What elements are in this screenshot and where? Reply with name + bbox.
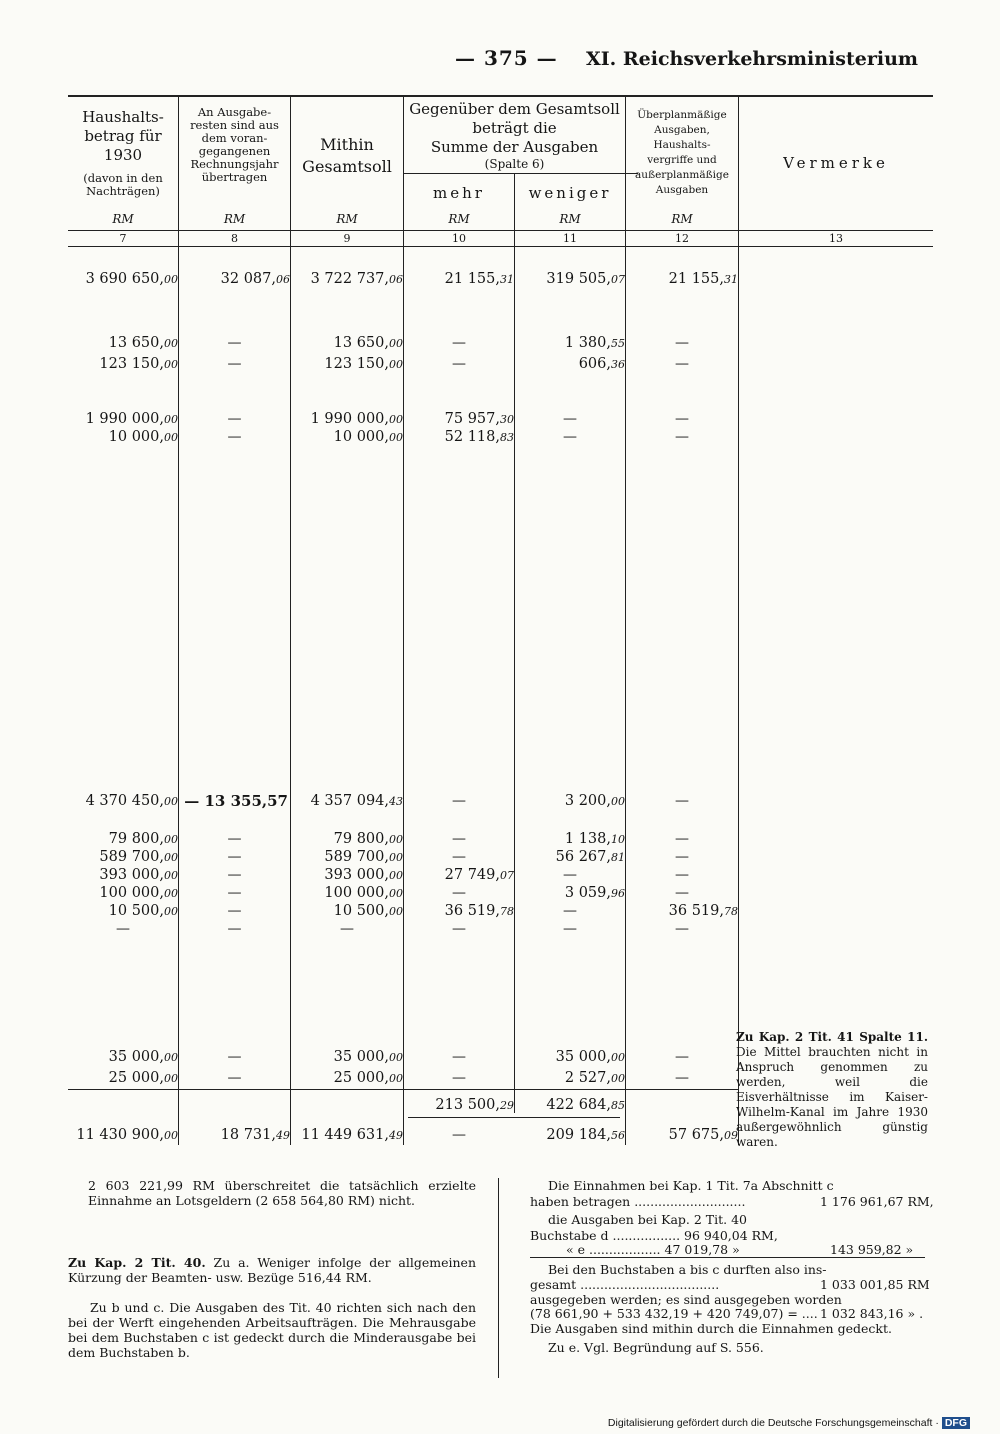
col7-header: Haushalts- betrag für 1930 <box>82 108 164 164</box>
cell-dash: — <box>675 356 689 372</box>
cell-dash: — <box>227 1049 242 1065</box>
cell-c7: 393 000,00 <box>99 867 178 883</box>
cell-dash: — <box>563 921 577 937</box>
colno-rule <box>68 246 933 247</box>
dfg-logo: DFG <box>942 1417 970 1429</box>
cell-dash: — <box>563 867 577 883</box>
col12-header: Überplanmäßige Ausgaben, Haushalts- vergriffe und außerplanmäßige Ausgaben <box>635 109 729 196</box>
cell-dash: — <box>452 356 466 372</box>
cell-dash: — <box>452 1049 466 1065</box>
cell-dash: — <box>452 335 466 351</box>
page-number: — 375 — <box>455 46 558 70</box>
cell-dash: — <box>227 356 242 372</box>
vermerk-note <box>736 1030 928 1150</box>
cell-c11: 209 184,56 <box>546 1127 625 1143</box>
unit-label: RM <box>112 212 134 226</box>
cell-c9: 3 722 737,06 <box>310 271 403 287</box>
cell-dash: — <box>227 867 242 883</box>
cell-dash: — <box>452 885 466 901</box>
cell-c12: 36 519,78 <box>668 903 738 919</box>
cell-c7: 10 500,00 <box>108 903 178 919</box>
col-divider <box>403 95 404 1145</box>
cell-dash: — <box>675 831 689 847</box>
table-top-rule <box>68 95 933 97</box>
cell-c10: 36 519,78 <box>444 903 514 919</box>
col-number: 12 <box>675 232 689 245</box>
cell-dash: — <box>675 885 689 901</box>
unit-label: RM <box>223 212 246 226</box>
cell-c7: 35 000,00 <box>108 1049 178 1065</box>
cell-c11: 35 000,00 <box>555 1049 625 1065</box>
cell-c9: 11 449 631,49 <box>301 1127 403 1143</box>
cell-c10: 21 155,31 <box>444 271 514 287</box>
note-lotsgelder: 2 603 221,99 RM überschreitet die tatsächlich erzielte Einnahme an Lotsgeldern (2 658 564,80 RM) nicht. <box>88 1178 476 1208</box>
unit-label: RM <box>448 212 470 226</box>
cell-c7: 11 430 900,00 <box>76 1127 178 1143</box>
col13-header: Vermerke <box>783 154 889 172</box>
cell-dash: — <box>227 831 242 847</box>
note-b-c: Zu b und c. Die Ausgaben des Tit. 40 richten sich nach den bei der Werft eingehenden Arbeitsaufträgen. Die Mehrausgabe bei dem Buchstaben c ist gedeckt durch die Minderausgabe bei dem Buchstaben b. <box>68 1300 476 1360</box>
col-divider <box>738 95 739 1145</box>
cell-dash: — <box>227 921 242 937</box>
cell-c11: 1 138,10 <box>564 831 625 847</box>
cell-c7: 13 650,00 <box>108 335 178 351</box>
cell-c11: 56 267,81 <box>555 849 625 865</box>
col-number: 9 <box>343 232 351 245</box>
cell-dash: — <box>227 1070 242 1086</box>
cell-c9: 589 700,00 <box>324 849 403 865</box>
cell-dash: — <box>227 849 242 865</box>
cell-dash: — <box>116 921 130 937</box>
cell-c9: 10 500,00 <box>333 903 403 919</box>
cell-c10: 27 749,07 <box>444 867 514 883</box>
col8-header: An Ausgabe- resten sind aus dem voran- gegangenen Rechnungsjahr übertragen <box>190 105 279 184</box>
cell-c7: 123 150,00 <box>99 356 178 372</box>
cell-dash: — <box>452 1127 466 1143</box>
cell-c9: 10 000,00 <box>333 429 403 445</box>
cell-c9: 79 800,00 <box>333 831 403 847</box>
cell-dash: — <box>227 411 242 427</box>
col-divider <box>178 95 179 1145</box>
cell-c7: 10 000,00 <box>108 429 178 445</box>
unit-label: RM <box>671 212 693 226</box>
cell-dash: — <box>675 411 689 427</box>
group-header: Gegenüber dem Gesamtsoll beträgt die Summe der Ausgaben (Spalte 6) <box>409 100 620 171</box>
note-tit40: Zu Kap. 2 Tit. 40. Zu a. Weniger infolge der allgemeinen Kürzung der Beamten- usw. Bezüge 516,44 RM. <box>68 1255 476 1285</box>
cell-dash: — <box>675 1070 689 1086</box>
cell-dash: — <box>675 1049 689 1065</box>
unit-label: RM <box>336 212 358 226</box>
cell-c8: 32 087,06 <box>220 271 290 287</box>
col-number: 8 <box>231 232 238 245</box>
cell-dash: — <box>675 429 689 445</box>
cell-dash: — <box>675 335 689 351</box>
running-title: XI. Reichsverkehrsministerium <box>585 48 918 70</box>
cell-c7: 25 000,00 <box>108 1070 178 1086</box>
cell-c9: 100 000,00 <box>324 885 403 901</box>
cell-c8: — 13 355,57 <box>184 792 288 810</box>
cell-c9: 123 150,00 <box>324 356 403 372</box>
unit-label: RM <box>559 212 581 226</box>
cell-dash: — <box>675 921 689 937</box>
cell-dash: — <box>675 867 689 883</box>
cell-c11: 3 200,00 <box>564 793 625 809</box>
cell-dash: — <box>452 921 466 937</box>
group-rule <box>403 173 638 174</box>
cell-dash: — <box>563 903 577 919</box>
cell-c11: 1 380,55 <box>564 335 625 351</box>
cell-dash: — <box>452 793 466 809</box>
cell-dash: — <box>227 429 242 445</box>
cell-c7: 79 800,00 <box>108 831 178 847</box>
cell-c9: 35 000,00 <box>333 1049 403 1065</box>
col7-subheader: (davon in den Nachträgen) <box>83 171 163 198</box>
cell-c11: 422 684,85 <box>546 1097 625 1113</box>
vermerk-text: Die Mittel brauchten nicht in Anspruch genommen zu werden, weil die Eisverhältnisse im Kaiser-Wilhelm-Kanal im Jahre 1930 außergewöhnlich günstig waren. <box>736 1045 928 1149</box>
cell-c7: 589 700,00 <box>99 849 178 865</box>
header-rule <box>68 230 933 231</box>
cell-dash: — <box>675 849 689 865</box>
col10-header: mehr <box>433 184 485 202</box>
cell-dash: — <box>227 885 242 901</box>
cell-dash: — <box>227 903 242 919</box>
cell-dash: — <box>452 831 466 847</box>
cell-c9: 13 650,00 <box>333 335 403 351</box>
cell-dash: — <box>452 1070 466 1086</box>
col9-header: Mithin Gesamtsoll <box>302 135 392 176</box>
digitization-credit: Digitalisierung gefördert durch die Deutsche Forschungsgemeinschaft · DFG <box>608 1417 970 1429</box>
cell-c11: 319 505,07 <box>546 271 625 287</box>
col-number: 13 <box>829 232 843 245</box>
vermerk-lead: Zu Kap. 2 Tit. 41 Spalte 11. <box>736 1030 928 1044</box>
col11-header: weniger <box>528 184 612 202</box>
cell-c10: 52 118,83 <box>444 429 514 445</box>
col-number: 10 <box>452 232 466 245</box>
col-divider <box>625 95 626 1145</box>
cell-c12: 57 675,09 <box>668 1127 738 1143</box>
cell-c7: 100 000,00 <box>99 885 178 901</box>
cell-c9: 393 000,00 <box>324 867 403 883</box>
cell-c11: 606,36 <box>578 356 625 372</box>
cell-dash: — <box>227 335 242 351</box>
cell-c11: 2 527,00 <box>564 1070 625 1086</box>
cell-c9: 25 000,00 <box>333 1070 403 1086</box>
subtotal-brace <box>408 1117 620 1118</box>
cell-c7: 3 690 650,00 <box>85 271 178 287</box>
cell-dash: — <box>340 921 354 937</box>
col-number: 11 <box>563 232 577 245</box>
cell-c9: 4 357 094,43 <box>310 793 403 809</box>
notes-divider <box>498 1178 499 1378</box>
cell-c11: 3 059,96 <box>564 885 625 901</box>
cell-c12: 21 155,31 <box>668 271 738 287</box>
cell-c10: 213 500,29 <box>435 1097 514 1113</box>
cell-c7: 4 370 450,00 <box>85 793 178 809</box>
col-divider <box>290 95 291 1145</box>
col-number: 7 <box>119 232 127 245</box>
col-divider <box>514 173 515 1113</box>
cell-c10: 75 957,30 <box>444 411 514 427</box>
cell-dash: — <box>675 793 689 809</box>
cell-c7: 1 990 000,00 <box>85 411 178 427</box>
cell-c8: 18 731,49 <box>220 1127 290 1143</box>
cell-dash: — <box>563 429 577 445</box>
cell-dash: — <box>563 411 577 427</box>
cell-dash: — <box>452 849 466 865</box>
cell-c9: 1 990 000,00 <box>310 411 403 427</box>
